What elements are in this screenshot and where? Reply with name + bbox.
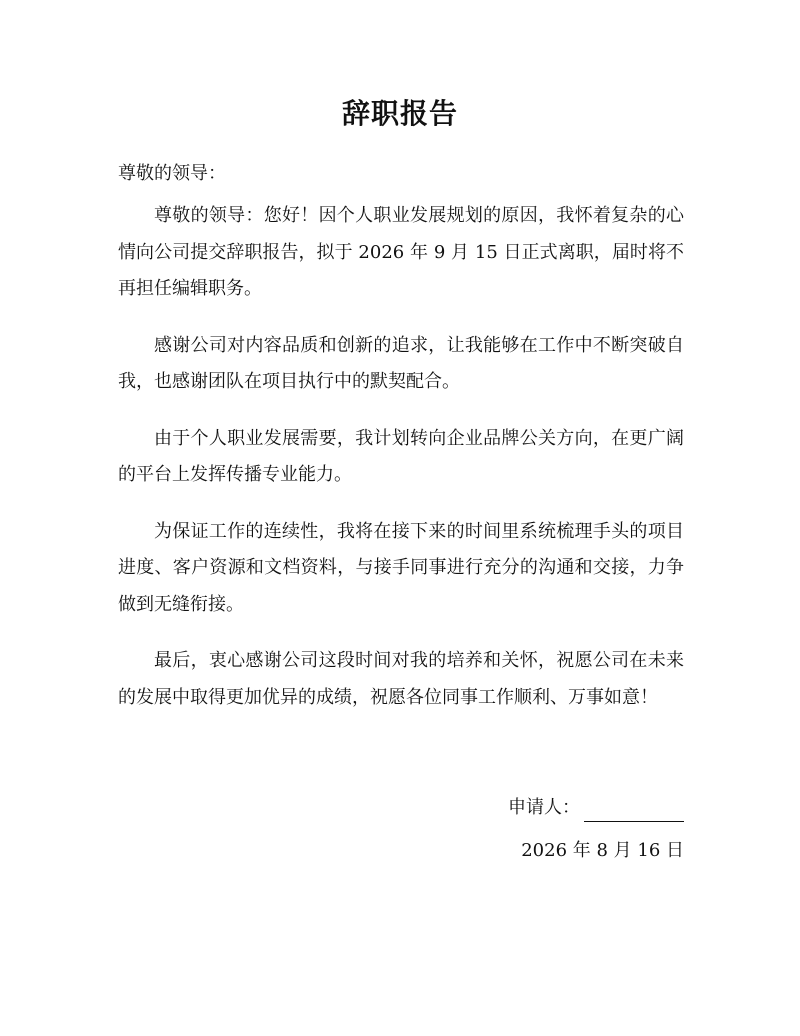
paragraph: 感谢公司对内容品质和创新的追求，让我能够在工作中不断突破自我，也感谢团队在项目执行中的默契配合。 <box>118 334 684 392</box>
document-date: 2026 年 8 月 16 日 <box>521 840 684 861</box>
signature-label: 申请人： <box>508 797 580 818</box>
paragraph: 由于个人职业发展需要，我计划转向企业品牌公关方向，在更广阔的平台上发挥传播专业能力。 <box>118 427 684 485</box>
signature-block <box>508 794 684 822</box>
document-body <box>118 198 684 736</box>
document-title: 辞职报告 <box>341 97 458 130</box>
signature-line <box>584 803 684 822</box>
paragraph: 最后，衷心感谢公司这段时间对我的培养和关怀，祝愿公司在未来的发展中取得更加优异的成绩，祝愿各位同事工作顺利、万事如意！ <box>118 650 684 708</box>
paragraph: 为保证工作的连续性，我将在接下来的时间里系统梳理手头的项目进度、客户资源和文档资料，与接手同事进行充分的沟通和交接，力争做到无缝衔接。 <box>118 520 684 615</box>
paragraph: 尊敬的领导：您好！因个人职业发展规划的原因，我怀着复杂的心情向公司提交辞职报告，拟于 2026 年 9 月 15 日正式离职，届时将不再担任编辑职务。 <box>118 205 684 299</box>
salutation: 尊敬的领导： <box>118 163 226 184</box>
